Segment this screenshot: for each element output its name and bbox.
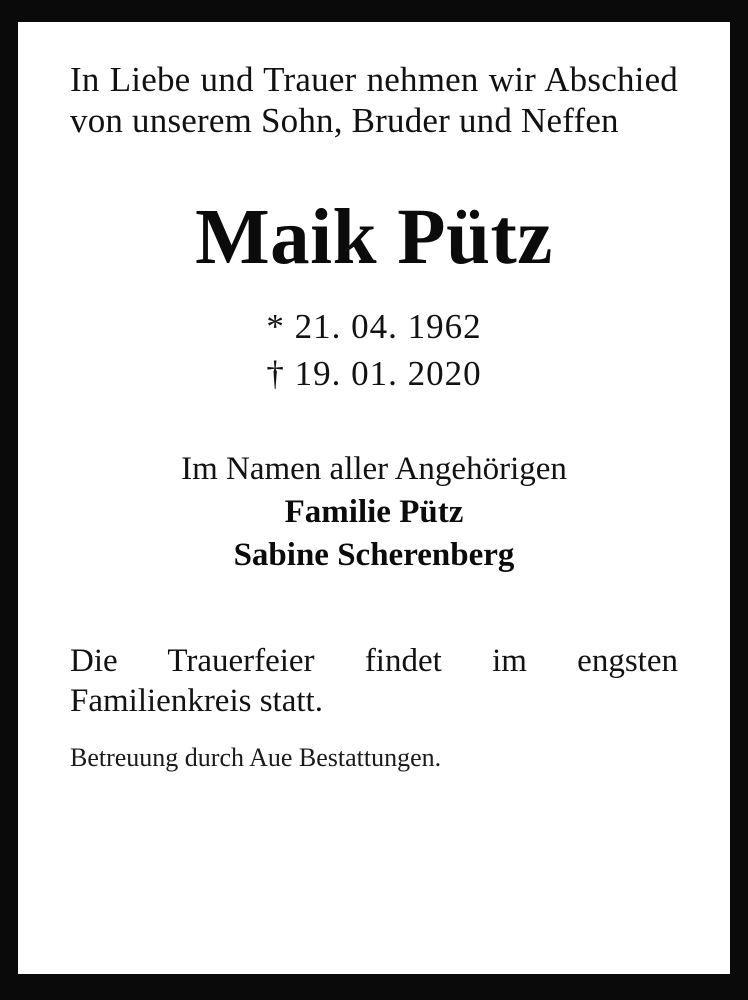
bottom-spacer [70, 773, 678, 954]
deceased-name: Maik Pütz [195, 193, 553, 281]
life-dates [70, 303, 678, 398]
funeral-provider: Betreuung durch Aue Bestattungen. [70, 742, 442, 772]
birth-date: * 21. 04. 1962 [266, 306, 482, 346]
name-block [70, 193, 678, 281]
relatives-block [70, 449, 678, 576]
family-line-2: Sabine Scherenberg [233, 536, 515, 573]
relatives-intro: Im Namen aller Angehörigen [181, 451, 567, 488]
family-line-1: Familie Pütz [284, 493, 464, 530]
ceremony-text: Die Trauerfeier findet im engsten Familienkreis statt. [70, 643, 678, 719]
death-date: † 19. 01. 2020 [266, 354, 482, 394]
intro-text: In Liebe und Trauer nehmen wir Abschied von unserem Sohn, Bruder und Neffen [70, 60, 678, 140]
obituary-card [18, 22, 730, 974]
